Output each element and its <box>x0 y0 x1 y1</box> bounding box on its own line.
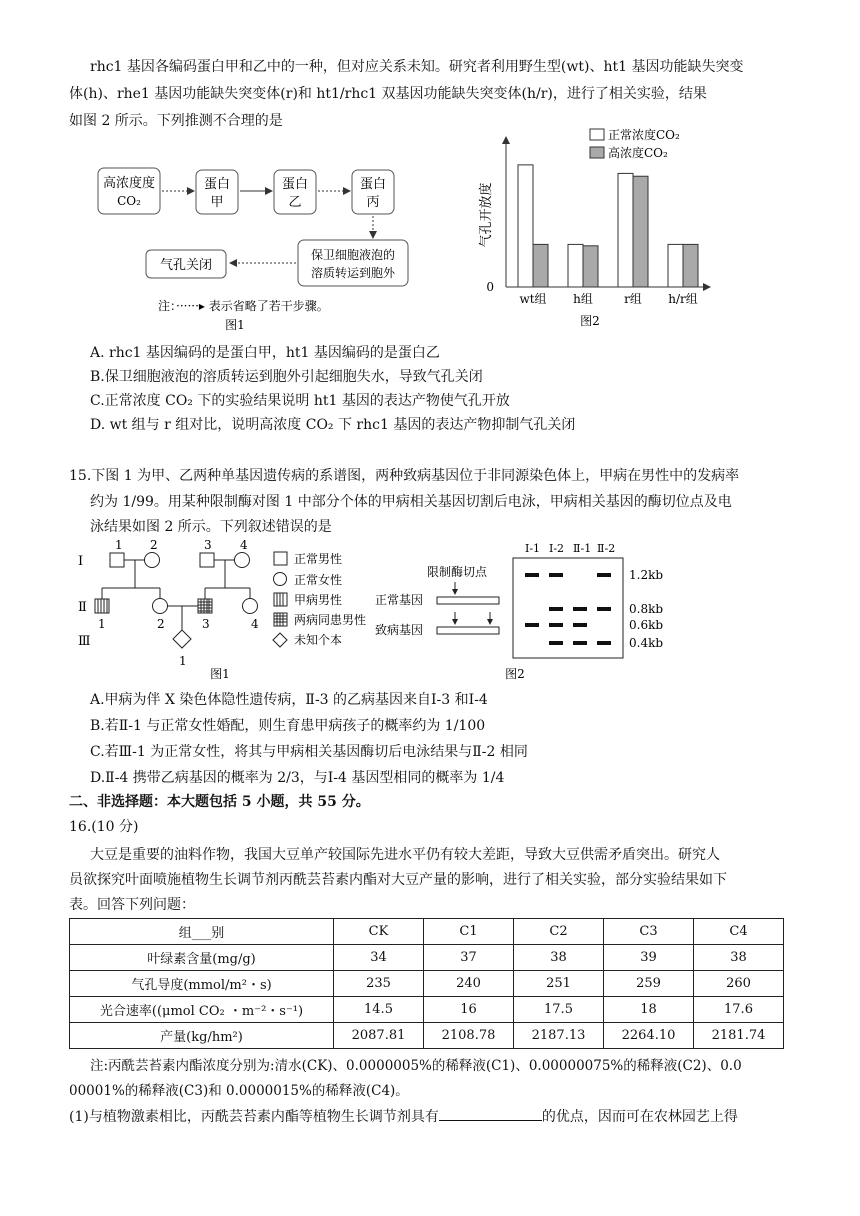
svg-text:气孔关闭: 气孔关闭 <box>159 258 213 273</box>
box-stomata-close <box>146 250 226 278</box>
q14-intro-line-3: 如图 2 所示。下列推测不合理的是 <box>69 113 283 129</box>
q15-option-d: D.Ⅱ-4 携带乙病基因的概率为 2/3，与Ⅰ-4 基因型相同的概率为 1/4 <box>90 770 505 786</box>
q16-paragraph-line-3: 表。回答下列问题： <box>69 897 195 913</box>
svg-text:0.8kb: 0.8kb <box>629 602 664 616</box>
q14-figure-1-caption: 图1 <box>225 318 245 332</box>
svg-text:未知个本: 未知个本 <box>294 633 343 647</box>
q16-paragraph-line-2: 员欲探究叶面喷施植物生长调节剂丙酰芸苔素内酯对大豆产量的影响，进行了相关实验，部分实验结果如下 <box>69 872 727 888</box>
bar-normal-3 <box>668 244 683 287</box>
pedigree-legend <box>273 551 366 647</box>
q15-pedigree-figure <box>70 538 410 683</box>
q16-table-note-line-2: 00001%的稀释液(C3)和 0.0000015%的稀释液(C4)。 <box>69 1083 409 1099</box>
table-header-row: 组___别 CK C1 C2 C3 C4 <box>70 919 784 945</box>
q14-option-a: A. rhc1 基因编码的是蛋白甲，ht1 基因编码的是蛋白乙 <box>90 345 440 361</box>
bar-normal-2 <box>618 173 633 287</box>
q15-gel-figure <box>375 538 705 683</box>
q16-heading: 16.(10 分) <box>69 819 139 835</box>
svg-text:蛋白: 蛋白 <box>203 177 231 192</box>
x-tick-label: r组 <box>624 292 642 306</box>
svg-text:3: 3 <box>204 538 212 552</box>
table-row: 叶绿素含量(mg/g) 34 37 38 39 38 <box>70 945 784 971</box>
svg-text:溶质转运到胞外: 溶质转运到胞外 <box>310 266 396 280</box>
pedigree-I-4 <box>235 553 250 568</box>
svg-text:蛋白: 蛋白 <box>359 177 387 192</box>
svg-text:1: 1 <box>115 538 123 552</box>
answer-blank[interactable] <box>439 1106 542 1121</box>
q15-stem-line-3: 泳结果如图 2 所示。下列叙述错误的是 <box>90 519 332 535</box>
table-row: 光合速率((μmol CO₂ ・m⁻²・s⁻¹) 14.5 16 17.5 18 17.6 <box>70 997 784 1023</box>
q14-option-d: D. wt 组与 r 组对比，说明高浓度 CO₂ 下 rhc1 基因的表达产物抑制气孔关闭 <box>90 417 576 433</box>
box-high-co2 <box>98 168 160 214</box>
pedigree-I-1 <box>110 553 124 567</box>
svg-text:正常男性: 正常男性 <box>294 552 343 566</box>
chart-legend <box>590 127 680 160</box>
y-axis-label: 气孔开放度 <box>479 182 494 248</box>
box-protein-c <box>352 170 394 214</box>
pedigree-II-1 <box>95 599 109 613</box>
svg-text:4: 4 <box>240 538 248 552</box>
q15-stem-line-2: 约为 1/99。用某种限制酶对图 1 中部分个体的甲病相关基因切割后电泳，甲病相关基因的酶切位点及电 <box>90 494 732 510</box>
normal-gene-label: 正常基因 <box>375 593 424 607</box>
pedigree-I-3 <box>200 553 214 567</box>
q15-option-b: B.若Ⅱ-1 与正常女性婚配，则生育患甲病孩子的概率约为 1/100 <box>90 718 486 734</box>
q15-option-c: C.若Ⅲ-1 为正常女性，将其与甲病相关基因酶切后电泳结果与Ⅱ-2 相同 <box>90 744 528 760</box>
q14-option-b: B.保卫细胞液泡的溶质转运到胞外引起细胞失水，导致气孔关闭 <box>90 369 483 385</box>
svg-text:3: 3 <box>202 617 210 631</box>
x-tick-label: h组 <box>573 292 593 306</box>
svg-text:甲病男性: 甲病男性 <box>294 593 343 607</box>
q16-table-note-line-1: 注:丙酰芸苔素内酯浓度分别为:清水(CK)、0.0000005%的稀释液(C1)、0.00000075%的稀释液(C2)、0.0 <box>90 1058 742 1074</box>
section-2-heading: 二、非选择题：本大题包括 5 小题，共 55 分。 <box>69 794 370 810</box>
pedigree-II-3 <box>198 599 212 613</box>
box-protein-a <box>196 170 238 214</box>
q14-figure-1-note: 注：······▸ 表示省略了若干步骤。 <box>158 299 329 313</box>
svg-text:1.2kb: 1.2kb <box>629 568 664 582</box>
q16-data-table <box>69 918 784 1049</box>
bar-high-2 <box>633 176 648 287</box>
bar-high-1 <box>583 246 598 287</box>
y-origin-label: 0 <box>486 280 494 294</box>
pedigree-II-4 <box>243 599 258 614</box>
q16-paragraph-line-1: 大豆是重要的油料作物，我国大豆单产较国际先进水平仍有较大差距，导致大豆供需矛盾突出。研究人 <box>90 847 720 863</box>
svg-text:1: 1 <box>98 617 106 631</box>
svg-text:2: 2 <box>157 617 165 631</box>
pedigree-III-1 <box>173 630 191 648</box>
bar-normal-0 <box>518 165 533 287</box>
legend-label-high: 高浓度CO₂ <box>608 146 668 160</box>
svg-text:高浓度度: 高浓度度 <box>102 176 156 191</box>
q16-subquestion-1: (1)与植物激素相比，丙酰芸苔素内酯等植物生长调节剂具有 的优点，因而可在农林园艺上得 <box>69 1106 738 1127</box>
q14-figure-1 <box>90 130 440 335</box>
x-tick-label: wt组 <box>519 292 547 306</box>
svg-text:Ⅱ-1: Ⅱ-1 <box>573 542 592 555</box>
svg-text:CO₂: CO₂ <box>117 194 141 208</box>
q15-stem-line-1: 15.下图 1 为甲、乙两种单基因遗传病的系谱图，两种致病基因位于非同源染色体上，甲病在男性中的发病率 <box>69 468 740 484</box>
gen-label-I: Ⅰ <box>78 554 84 569</box>
svg-text:0.6kb: 0.6kb <box>629 618 664 632</box>
bar-high-0 <box>533 244 548 287</box>
gen-label-II: Ⅱ <box>78 600 87 615</box>
q14-figure-2-caption: 图2 <box>580 314 600 328</box>
restriction-site-label: 限制酶切点 <box>427 565 488 579</box>
q14-intro-line-1: rhc1 基因各编码蛋白甲和乙中的一种，但对应关系未知。研究者利用野生型(wt)、ht1 基因功能缺失突变 <box>90 59 744 75</box>
box-solute-transport <box>298 240 408 286</box>
legend-swatch-high <box>590 147 604 158</box>
q14-option-c: C.正常浓度 CO₂ 下的实验结果说明 ht1 基因的表达产物使气孔开放 <box>90 393 510 409</box>
x-tick-label: h/r组 <box>668 292 698 306</box>
svg-text:两病同患男性: 两病同患男性 <box>294 613 367 627</box>
q14-figure-2-chart <box>470 125 730 335</box>
q15-figure-1-caption: 图1 <box>210 667 230 681</box>
pedigree-I-2 <box>145 553 160 568</box>
bar-normal-1 <box>568 244 583 287</box>
svg-text:Ⅱ-2: Ⅱ-2 <box>597 542 616 555</box>
svg-text:Ⅰ-2: Ⅰ-2 <box>549 542 565 555</box>
table-row: 气孔导度(mmol/m²・s) 235 240 251 259 260 <box>70 971 784 997</box>
box-protein-b <box>274 170 316 214</box>
legend-swatch-normal <box>590 129 604 140</box>
table-row: 产量(kg/hm²) 2087.81 2108.78 2187.13 2264.10 2181.74 <box>70 1023 784 1049</box>
legend-label-normal: 正常浓度CO₂ <box>608 128 680 142</box>
svg-text:1: 1 <box>179 654 187 668</box>
q15-figure-2-caption: 图2 <box>505 667 525 681</box>
svg-text:蛋白: 蛋白 <box>281 177 309 192</box>
svg-text:0.4kb: 0.4kb <box>629 636 664 650</box>
q15-option-a: A.甲病为伴 X 染色体隐性遗传病，Ⅱ-3 的乙病基因来自Ⅰ-3 和Ⅰ-4 <box>90 692 488 708</box>
svg-text:保卫细胞液泡的: 保卫细胞液泡的 <box>310 248 396 262</box>
svg-text:2: 2 <box>150 538 158 552</box>
bar-high-3 <box>683 244 698 287</box>
q14-intro-line-2: 体(h)、rhe1 基因功能缺失突变体(r)和 ht1/rhc1 双基因功能缺失突变体(h/r)，进行了相关实验，结果 <box>69 86 707 102</box>
gen-label-III: Ⅲ <box>78 634 91 649</box>
svg-text:Ⅰ-1: Ⅰ-1 <box>525 542 541 555</box>
svg-text:丙: 丙 <box>366 195 380 210</box>
svg-text:甲: 甲 <box>210 195 224 210</box>
mutant-gene-label: 致病基因 <box>375 623 424 637</box>
pedigree-II-2 <box>153 599 168 614</box>
svg-text:4: 4 <box>251 617 259 631</box>
svg-text:乙: 乙 <box>288 195 302 210</box>
svg-text:正常女性: 正常女性 <box>294 573 343 587</box>
